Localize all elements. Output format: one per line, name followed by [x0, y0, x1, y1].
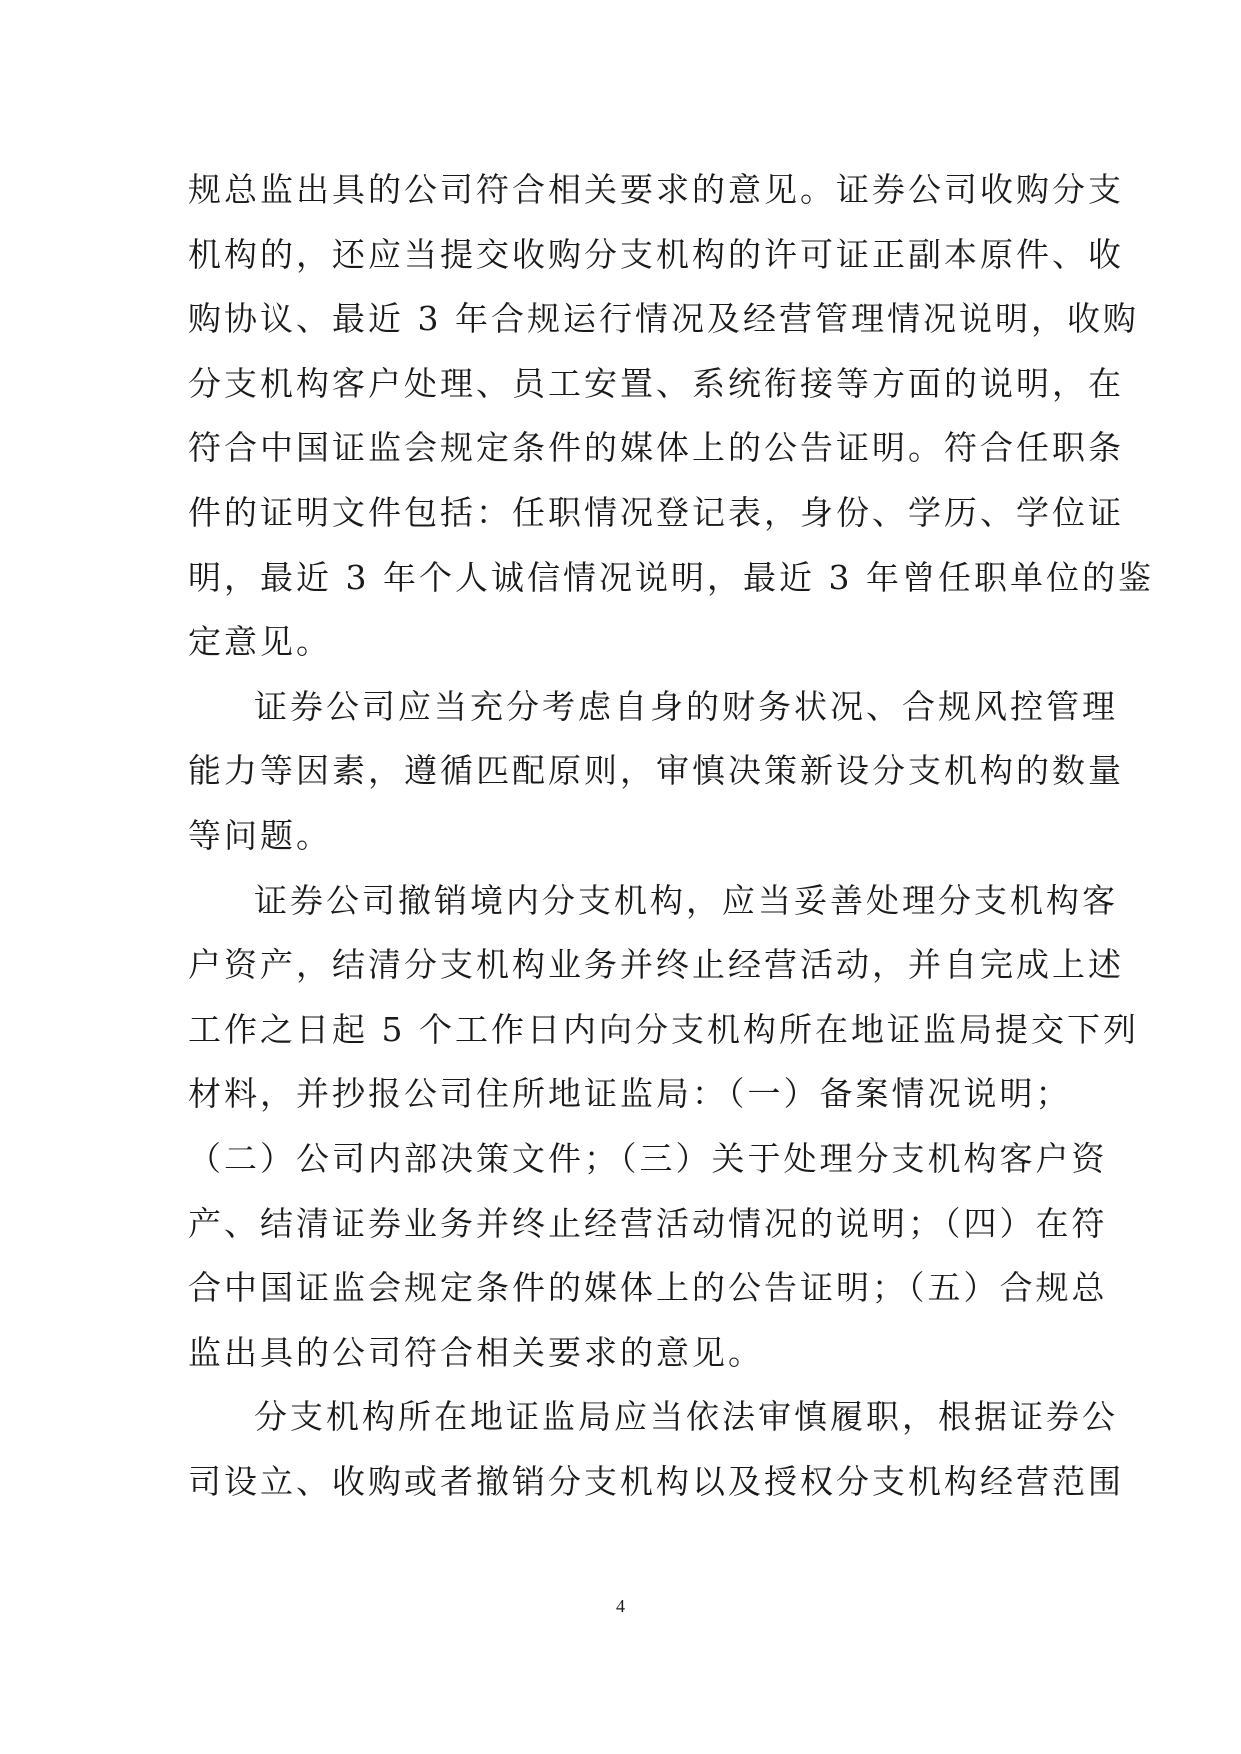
text-line: 件的证明文件包括：任职情况登记表，身份、学历、学位证	[188, 492, 1124, 532]
page-number: 4	[616, 1596, 625, 1616]
paragraph-start-line: 证券公司撤销境内分支机构，应当妥善处理分支机构客	[254, 880, 1118, 920]
text-line: 产、结清证券业务并终止经营活动情况的说明；（四）在符	[188, 1203, 1108, 1243]
text-line: 分支机构客户处理、员工安置、系统衔接等方面的说明，在	[188, 363, 1124, 403]
text-line: 购协议、最近 3 年合规运行情况及经营管理情况说明，收购	[188, 299, 1139, 339]
text-line: 机构的，还应当提交收购分支机构的许可证正副本原件、收	[188, 234, 1124, 274]
text-line: 能力等因素，遵循匹配原则，审慎决策新设分支机构的数量	[188, 751, 1124, 791]
paragraph-start-line: 分支机构所在地证监局应当依法审慎履职，根据证券公	[254, 1397, 1118, 1437]
text-line: 监出具的公司符合相关要求的意见。	[188, 1332, 764, 1372]
paragraph-start-line: 证券公司应当充分考虑自身的财务状况、合规风控管理	[254, 686, 1118, 726]
text-line: 明，最近 3 年个人诚信情况说明，最近 3 年曾任职单位的鉴	[188, 557, 1154, 597]
text-line: 符合中国证监会规定条件的媒体上的公告证明。符合任职条	[188, 428, 1124, 468]
body-text	[188, 158, 1154, 1514]
text-line: 合中国证监会规定条件的媒体上的公告证明；（五）合规总	[188, 1268, 1108, 1308]
text-line: 材料，并抄报公司住所地证监局：（一）备案情况说明；	[188, 1074, 1072, 1114]
text-line: 户资产，结清分支机构业务并终止经营活动，并自完成上述	[188, 945, 1124, 985]
text-line: 规总监出具的公司符合相关要求的意见。证券公司收购分支	[188, 170, 1124, 209]
text-line: 工作之日起 5 个工作日内向分支机构所在地证监局提交下列	[188, 1009, 1139, 1049]
text-line: 等问题。	[188, 815, 332, 855]
text-line: （二）公司内部决策文件；（三）关于处理分支机构客户资	[188, 1138, 1108, 1178]
text-line: 司设立、收购或者撤销分支机构以及授权分支机构经营范围	[188, 1461, 1124, 1501]
text-line: 定意见。	[188, 622, 332, 662]
